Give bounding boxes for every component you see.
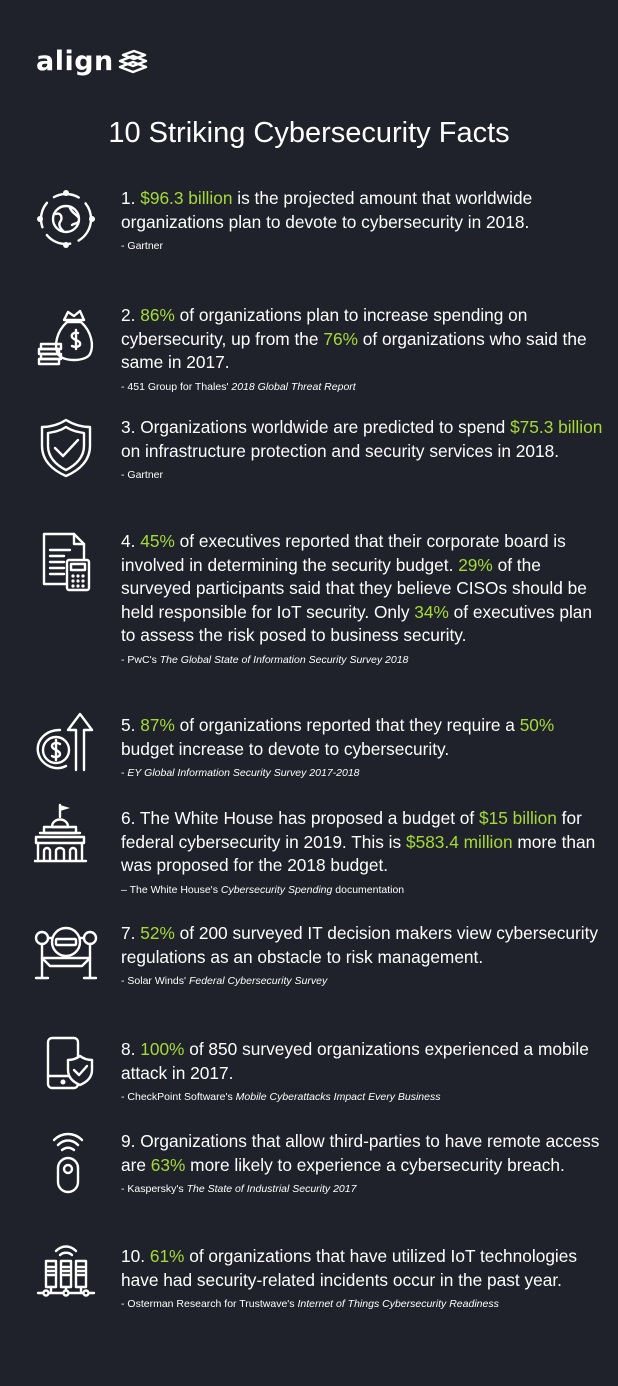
fact-text-block — [121, 304, 606, 394]
barrier-icon — [34, 926, 98, 990]
mobile-shield-icon — [34, 1034, 98, 1098]
document-calculator-icon — [34, 530, 98, 594]
fact-text-block — [121, 1130, 606, 1196]
fact-text: 10. 61% of organizations that have utilized IoT technologies have had security-related incidents occur in the past year. — [121, 1246, 578, 1290]
globe-network-icon — [34, 187, 98, 251]
fact-source: - Gartner — [121, 240, 164, 252]
fact-text-block — [121, 807, 606, 897]
iot-server-icon — [34, 1243, 98, 1307]
fact-source: - Gartner — [121, 469, 164, 481]
fact-source: - EY Global Information Security Survey 2017-2018 — [121, 767, 360, 779]
fact-text: 6. The White House has proposed a budget of $15 billion for federal cybersecurity in 2019. This is $583.4 million more than was proposed for the 2018 budget. — [121, 808, 596, 875]
capitol-building-icon — [34, 803, 98, 867]
dollar-arrow-up-icon — [34, 710, 98, 774]
fact-source: - 451 Group for Thales' 2018 Global Threat Report — [121, 380, 356, 393]
align-logo — [36, 48, 149, 75]
fact-text: 7. 52% of 200 surveyed IT decision makers view cybersecurity regulations as an obstacle to risk management. — [121, 923, 599, 967]
fact-text-block — [121, 187, 606, 253]
fact-text-block — [121, 1038, 606, 1104]
fact-text-block — [121, 416, 606, 482]
fact-source: – The White House's Cybersecurity Spending documentation — [121, 883, 405, 896]
fact-text-block — [121, 714, 606, 780]
fact-text: 3. Organizations worldwide are predicted to spend $75.3 billion on infrastructure protection and security services in 2018. — [121, 417, 603, 461]
fact-source: - PwC's The Global State of Information Security Survey 2018 — [121, 653, 409, 666]
books-stack-icon — [117, 49, 149, 75]
fact-source: - Kaspersky's The State of Industrial Security 2017 — [121, 1183, 357, 1195]
logo-text: align — [36, 46, 114, 77]
fact-text: 8. 100% of 850 surveyed organizations experienced a mobile attack in 2017. — [121, 1039, 589, 1083]
fact-text-block — [121, 1245, 606, 1311]
money-bag-coins-icon — [34, 306, 98, 370]
shield-check-icon — [34, 416, 98, 480]
fact-text: 9. Organizations that allow third-parties to have remote access are 63% more likely to experience a cybersecurity breach. — [121, 1131, 600, 1175]
fact-source: - Solar Winds' Federal Cybersecurity Survey — [121, 975, 328, 987]
fact-text-block — [121, 922, 606, 988]
fact-text: 2. 86% of organizations plan to increase spending on cybersecurity, up from the 76% of organizations who said the same in 2017. — [121, 305, 587, 372]
fact-text: 1. $96.3 billion is the projected amount that worldwide organizations plan to devote to cybersecurity in 2018. — [121, 188, 533, 232]
fact-source: - CheckPoint Software's Mobile Cyberattacks Impact Every Business — [121, 1091, 441, 1103]
fact-source: - Osterman Research for Trustwave's Internet of Things Cybersecurity Readiness — [121, 1298, 499, 1310]
fact-text: 5. 87% of organizations reported that they require a 50% budget increase to devote to cybersecurity. — [121, 715, 555, 759]
remote-control-icon — [34, 1130, 98, 1194]
fact-text: 4. 45% of executives reported that their corporate board is involved in determining the security budget. 29% of the surveyed participants said that they believe CISOs should be held responsible for IoT security. Only 34% of executives plan to assess the risk posed to business security. — [121, 531, 593, 645]
fact-text-block — [121, 530, 606, 667]
page-title: 10 Striking Cybersecurity Facts — [108, 117, 510, 149]
